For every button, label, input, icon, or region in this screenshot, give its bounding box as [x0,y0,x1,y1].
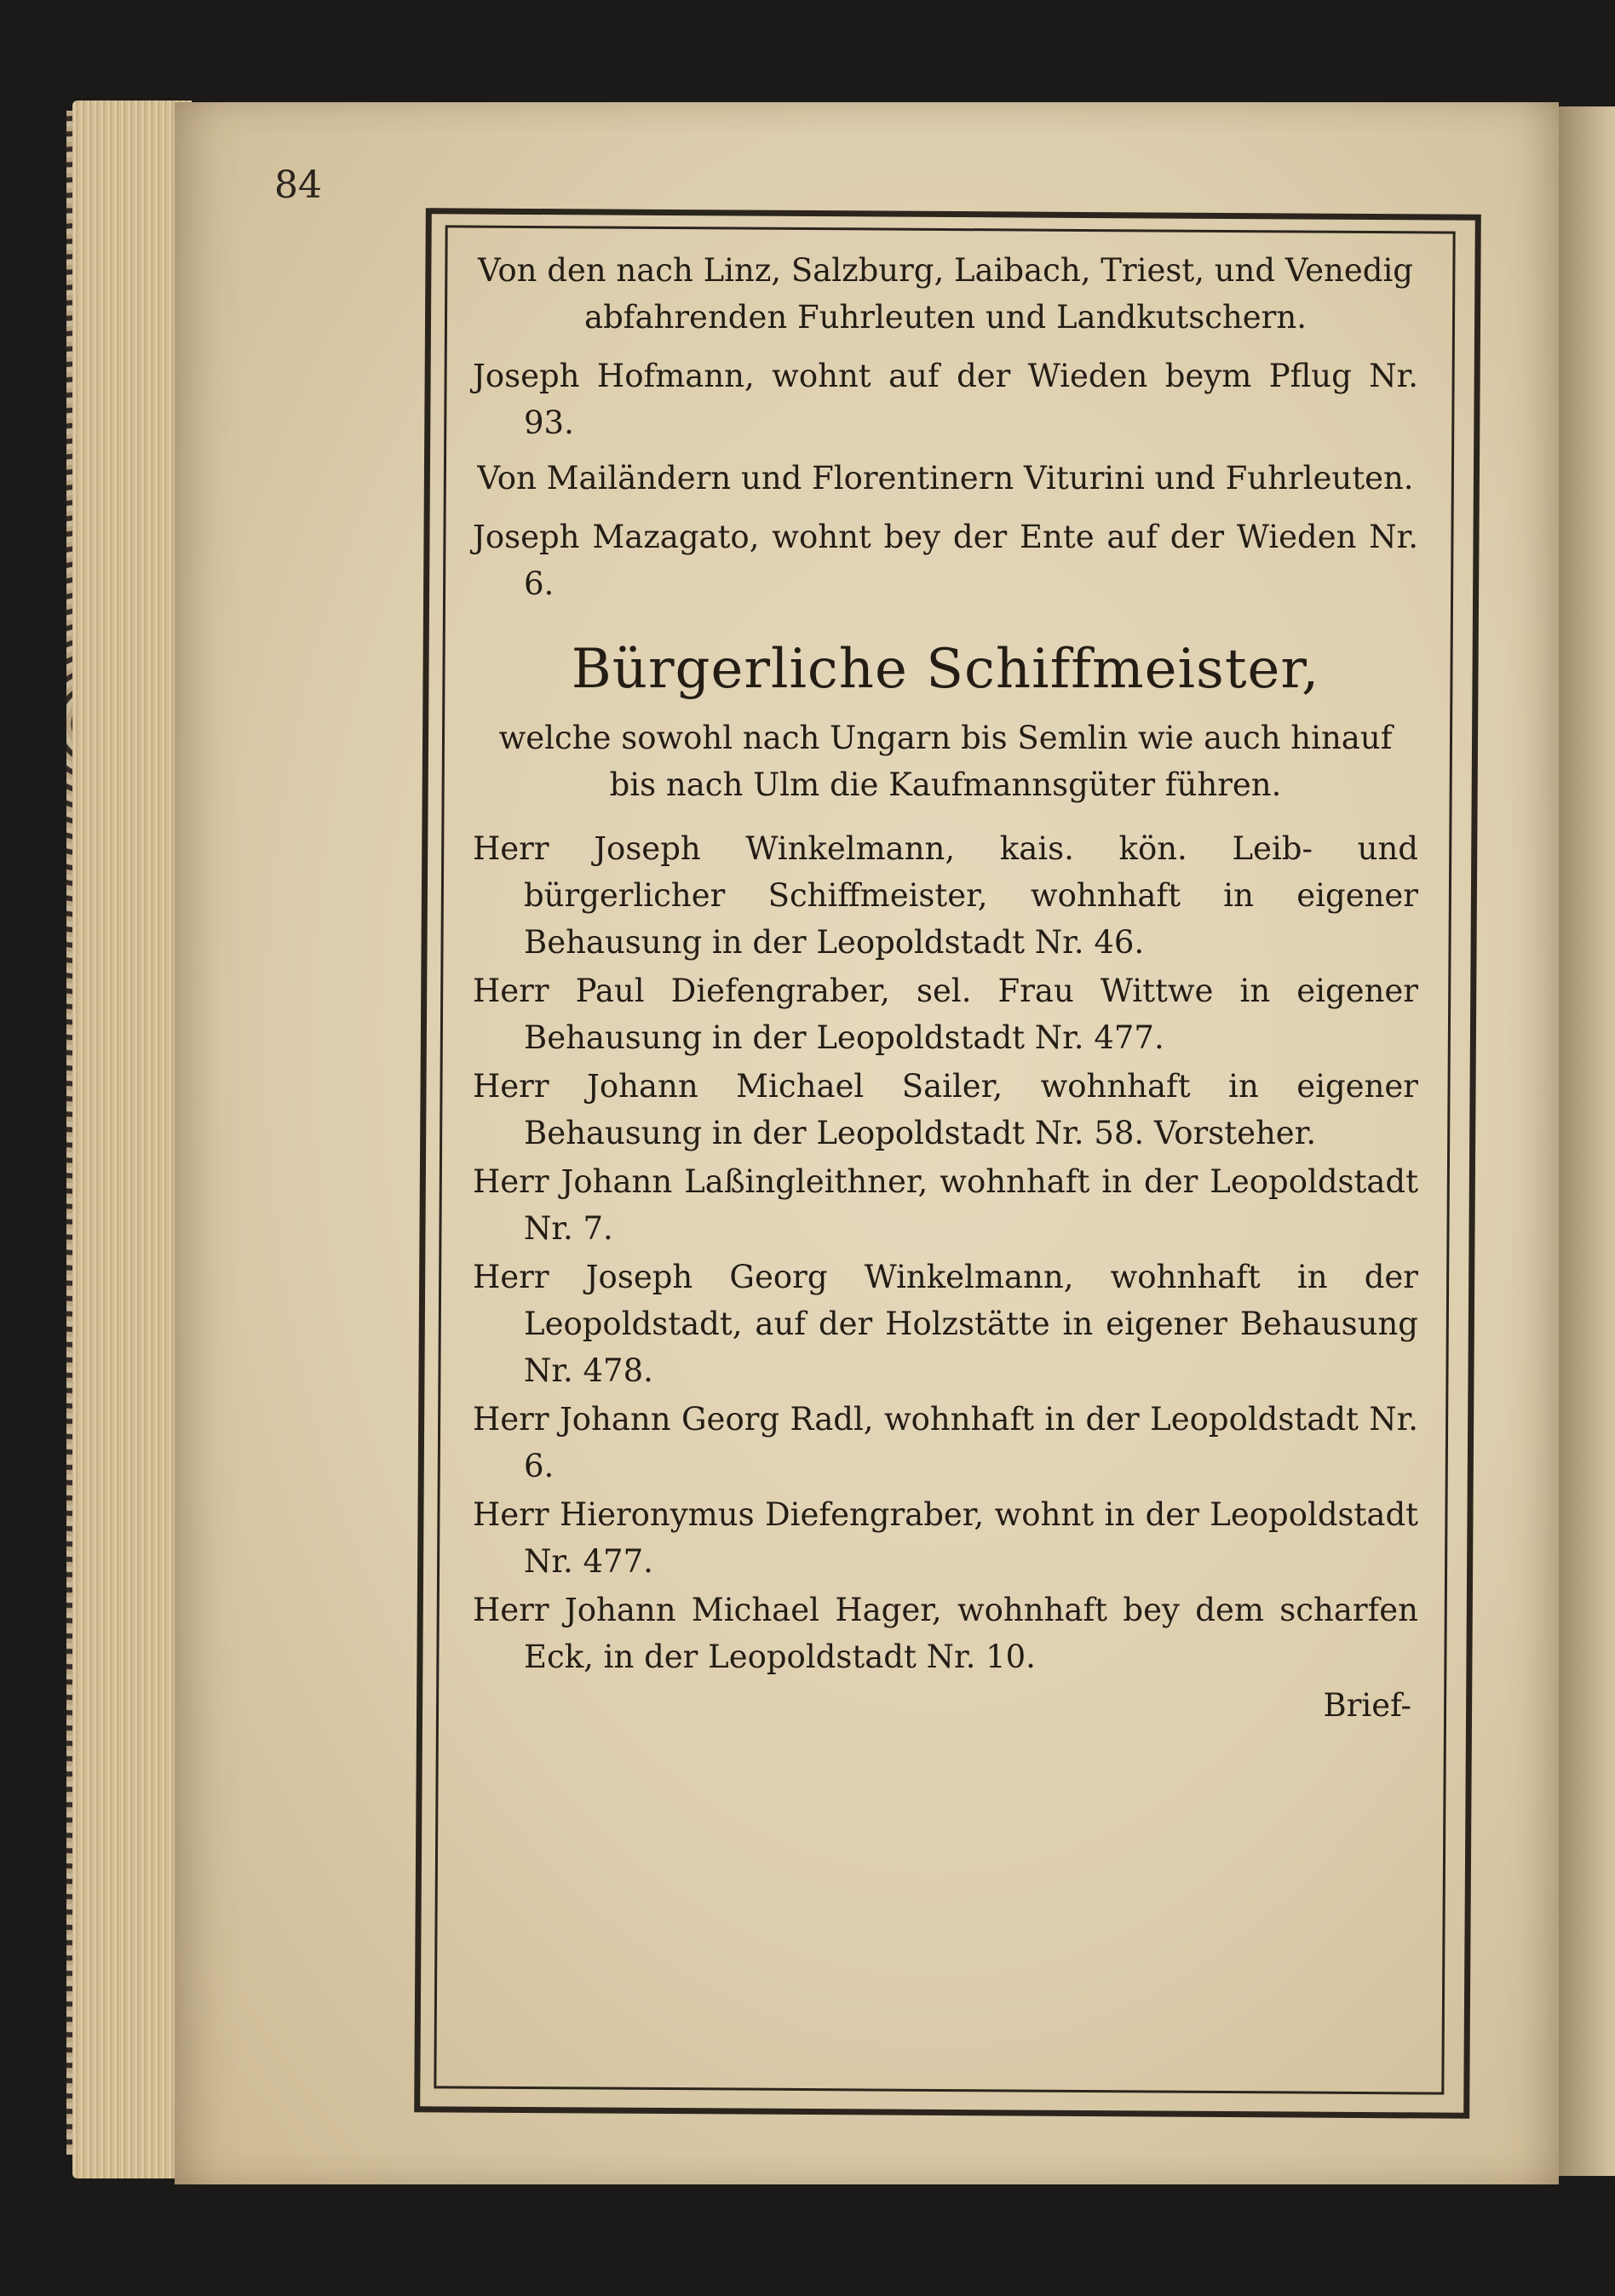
page-number: 84 [274,164,322,207]
heading-mailaender: Von Mailändern und Florentinern Viturini und Fuhrleuten. [477,460,1414,497]
list-item: Herr Hieronymus Diefengraber, wohnt in der Leopoldstadt Nr. 477. [473,1496,1418,1580]
list-item: Herr Joseph Winkelmann, kais. kön. Leib- und bürgerlicher Schiffmeister, wohnhaft in eigener Behausung in der Leopoldstadt Nr. 46. [473,830,1418,961]
section-title: Bürgerliche Schiffmeister, [571,638,1320,701]
entry-mazagato: Joseph Mazagato, wohnt bey der Ente auf der Wieden Nr. 6. [473,519,1418,602]
list-item: Herr Paul Diefengraber, sel. Frau Wittwe in eigener Behausung in der Leopoldstadt Nr. 477. [473,973,1418,1056]
heading-linz-salzburg: Von den nach Linz, Salzburg, Laibach, Triest, und Venedig abfahrenden Fuhrleuten und Landkutschern. [478,252,1413,336]
list-item: Herr Johann Laßingleithner, wohnhaft in der Leopoldstadt Nr. 7. [473,1163,1418,1247]
list-item: Herr Johann Georg Radl, wohnhaft in der Leopoldstadt Nr. 6. [473,1401,1418,1484]
list-item: Herr Johann Michael Hager, wohnhaft bey dem scharfen Eck, in der Leopoldstadt Nr. 10. [473,1592,1418,1675]
list-item: Herr Johann Michael Sailer, wohnhaft in eigener Behausung in der Leopoldstadt Nr. 58. Vorsteher. [473,1068,1418,1151]
facing-page-edge [1559,106,1615,2176]
list-item: Herr Joseph Georg Winkelmann, wohnhaft in der Leopoldstadt, auf der Holzstätte in eigener Behausung Nr. 478. [473,1259,1418,1389]
page-edges [72,100,192,2178]
entry-hofmann: Joseph Hofmann, wohnt auf der Wieden beym Pflug Nr. 93. [473,358,1418,441]
catchword: Brief- [1323,1687,1411,1724]
section-subtitle: welche sowohl nach Ungarn bis Semlin wie auch hinauf bis nach Ulm die Kaufmannsgüter führen. [498,720,1393,803]
page-content [473,247,1418,1729]
